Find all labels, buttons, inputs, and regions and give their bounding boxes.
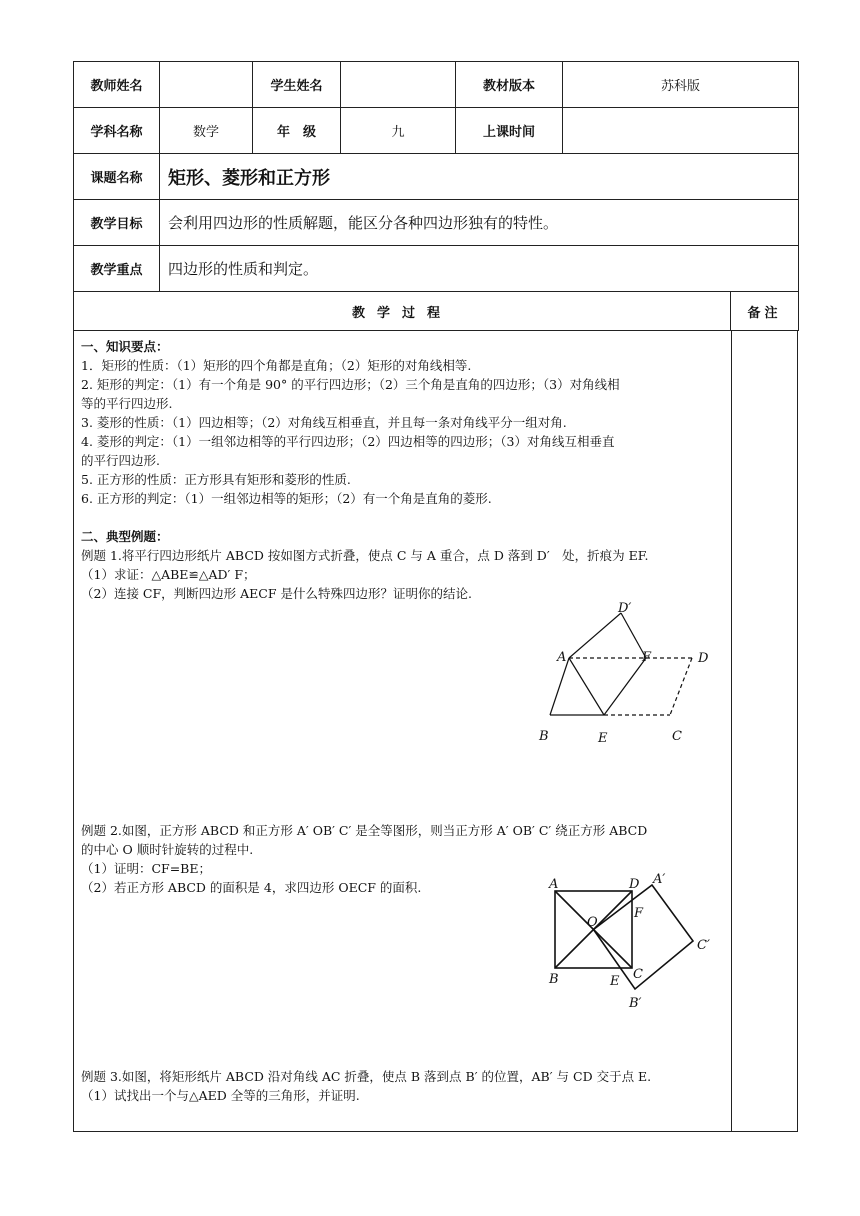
figure-rotating-squares [537,871,727,1021]
fig1-label-e: E [598,731,608,746]
fig1-label-d: D [698,651,709,666]
lesson-header-table [73,61,799,331]
teacher-name-label: 教师姓名 [74,62,160,108]
lesson-plan-sheet [73,61,798,1132]
fig2-label-d: D [629,877,640,892]
example-3-text: 例题 3.如图，将矩形纸片 ABCD 沿对角线 AC 折叠，使点 B 落到点 B′ 的位置，AB′ 与 CD 交于点 E. [81,1069,652,1084]
topic-label: 课题名称 [74,154,160,200]
fig2-label-a: A [549,877,559,892]
knowledge-point-4-cont: 的平行四边形. [81,453,160,468]
knowledge-point-2: 2. 矩形的判定：（1）有一个角是 90° 的平行四边形；（2）三个角是直角的四边形；（3）对角线相 [81,377,620,392]
fig2-label-e: E [610,974,620,989]
section-examples-title: 二、典型例题： [81,529,169,544]
textbook-label: 教材版本 [456,62,563,108]
fig2-label-c: C [633,967,643,982]
student-name-value [341,62,456,108]
example-3-q1: （1）试找出一个与△AED 全等的三角形，并证明. [81,1088,360,1103]
fig2-label-b-prime: B′ [629,996,642,1011]
class-time-value [563,108,799,154]
knowledge-point-5: 5. 正方形的性质：正方形具有矩形和菱形的性质. [81,472,351,487]
grade-value: 九 [341,108,456,154]
focus-label: 教学重点 [74,246,160,292]
knowledge-point-4: 4. 菱形的判定：（1）一组邻边相等的平行四边形；（2）四边相等的四边形；（3）对角线互相垂直 [81,434,615,449]
fig2-label-c-prime: C′ [697,938,710,953]
example-2-q1: （1）证明：CF=BE； [81,861,211,876]
focus-value: 四边形的性质和判定。 [160,246,799,292]
process-heading: 教学过程 [74,292,731,331]
student-name-label: 学生姓名 [253,62,341,108]
textbook-value: 苏科版 [563,62,799,108]
section-knowledge-title: 一、知识要点： [81,339,169,354]
subject-label: 学科名称 [74,108,160,154]
topic-value: 矩形、菱形和正方形 [160,154,799,200]
remarks-heading: 备注 [731,292,799,331]
fig2-label-a-prime: A′ [653,872,666,887]
example-1-q2: （2）连接 CF，判断四边形 AECF 是什么特殊四边形？证明你的结论. [81,586,472,601]
example-1-text: 例题 1.将平行四边形纸片 ABCD 按如图方式折叠，使点 C 与 A 重合，点 D 落到 D′ 处，折痕为 EF. [81,548,649,563]
example-1-q1: （1）求证：△ABE≌△AD′ F； [81,567,256,582]
example-2-text: 例题 2.如图，正方形 ABCD 和正方形 A′ OB′ C′ 是全等图形，则当正方形 A′ OB′ C′ 绕正方形 ABCD [81,823,648,838]
fig1-label-f: F [642,650,652,665]
example-2-text-cont: 的中心 O 顺时针旋转的过程中. [81,842,254,857]
process-body [73,331,798,1132]
knowledge-point-3: 3. 菱形的性质：（1）四边相等；（2）对角线互相垂直，并且每一条对角线平分一组对角. [81,415,567,430]
figure-fold-parallelogram [524,599,714,749]
example-2-q2: （2）若正方形 ABCD 的面积是 4，求四边形 OECF 的面积. [81,880,422,895]
teacher-name-value [160,62,253,108]
goal-value: 会利用四边形的性质解题，能区分各种四边形独有的特性。 [160,200,799,246]
process-content [74,331,732,1131]
knowledge-point-2-cont: 等的平行四边形. [81,396,173,411]
goal-label: 教学目标 [74,200,160,246]
subject-value: 数学 [160,108,253,154]
fig2-label-f: F [634,906,644,921]
grade-label: 年 级 [253,108,341,154]
class-time-label: 上课时间 [456,108,563,154]
knowledge-point-1: 1．矩形的性质：（1）矩形的四个角都是直角；（2）矩形的对角线相等. [81,358,472,373]
fig2-label-b: B [549,972,559,987]
fig1-label-a: A [557,650,567,665]
fig1-label-d-prime: D′ [618,601,632,616]
fig1-label-b: B [539,729,549,744]
knowledge-point-6: 6. 正方形的判定：（1）一组邻边相等的矩形；（2）有一个角是直角的菱形. [81,491,492,506]
fig2-label-o: O [587,915,598,930]
fig1-label-c: C [672,729,682,744]
